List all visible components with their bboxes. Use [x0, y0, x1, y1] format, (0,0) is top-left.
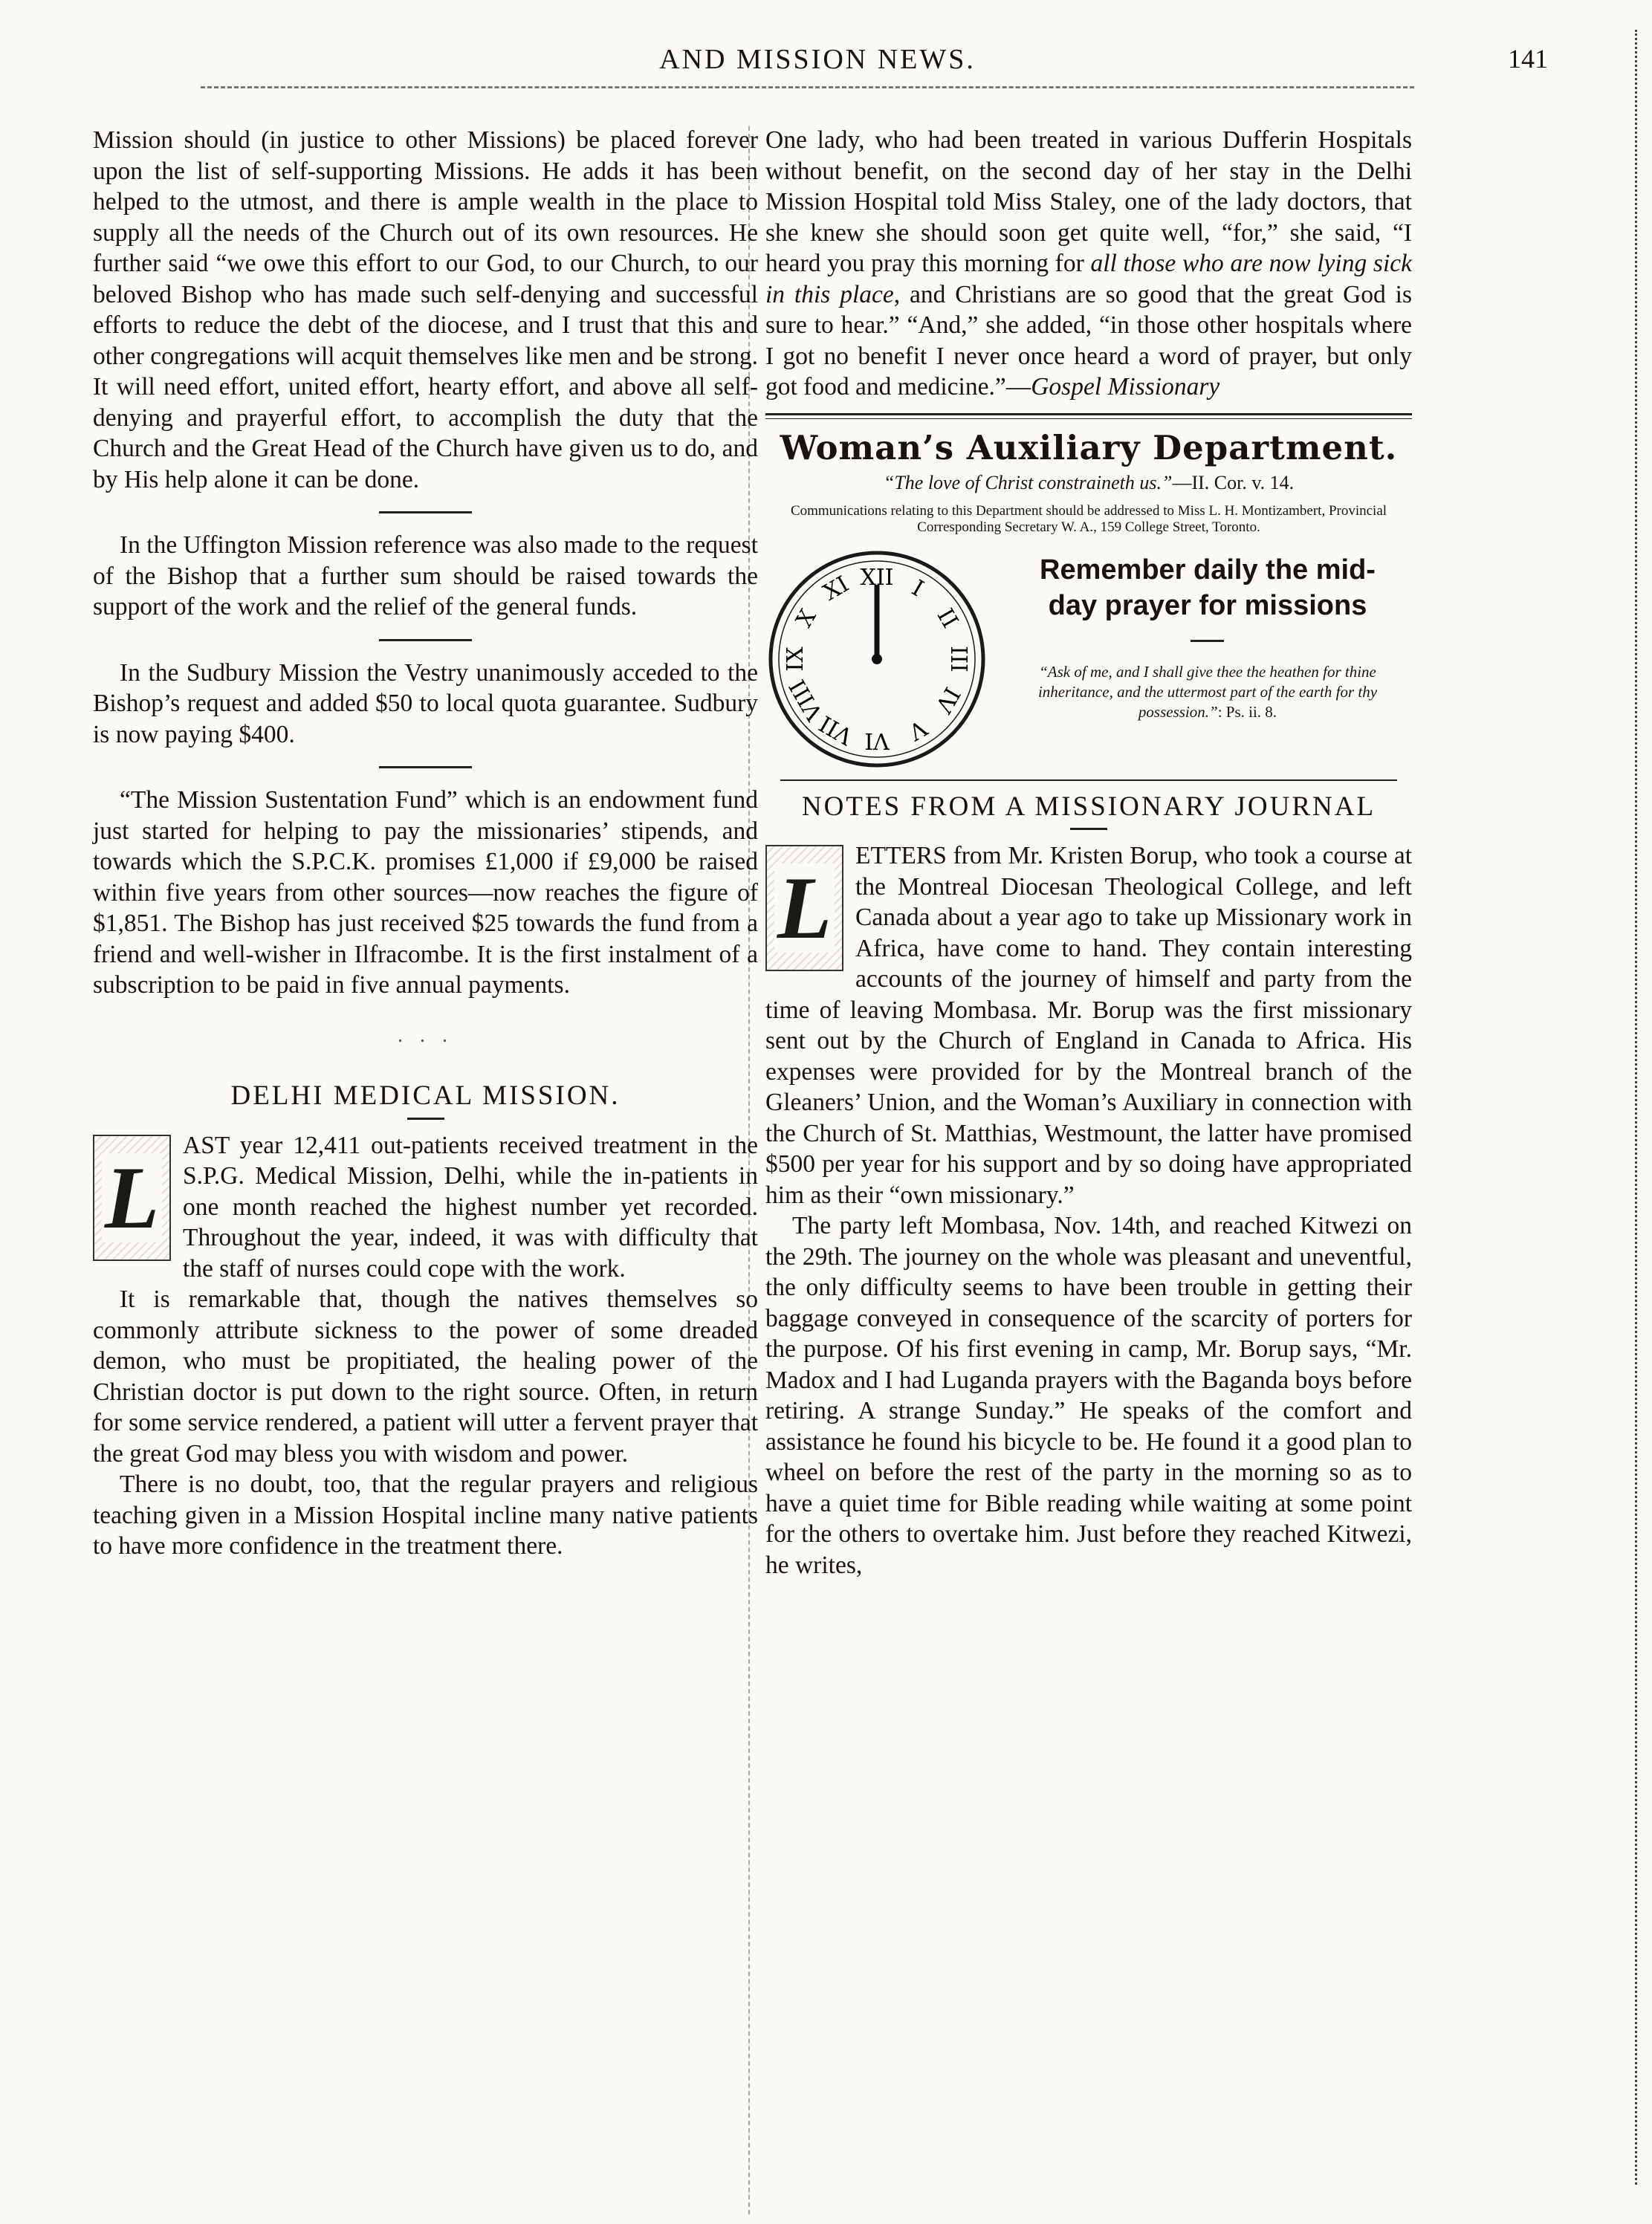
header-rule	[201, 86, 1414, 88]
paragraph: Mission should (in justice to other Missions) be placed forever upon the list of self-supporting Missions. He adds it has been helped to the utmost, and there is ample wealth in the place to supply all the needs of the Church out of its own resources. He further said “we owe this effort to our God, to our Church, to our beloved Bishop who has made such self-denying and successful efforts to reduce the debt of the diocese, and I trust that this and other congregations will acquit themselves like men and be strong. It will need effort, united effort, hearty effort, and above all self-denying and prayerful effort, to accomplish the duty that the Church and the Great Head of the Church have given us to do, and by His help alone it can be done.	[93, 126, 758, 493]
clock-numeral: X	[791, 604, 822, 632]
clock-icon	[765, 548, 988, 771]
paragraph: It is remarkable that, though the natives themselves so commonly attribute sickness to the power of some dreaded demon, who must be propitiated, the healing power of the Christian doctor is put down to the right source. Often, in return for some service rendered, a patient will utter a fervent prayer that the great God may bless you with wisdom and power.	[93, 1286, 758, 1468]
paragraph: “The Mission Sustentation Fund” which is an endowment fund just started for helping to pay the missionaries’ stipends, and towards which the S.P.C.K. promises £1,000 if £9,000 be raised within five years from other sources—now reaches the figure of $1,851. The Bishop has just received $25 towards the fund from a friend and well-wisher in Ilfracombe. It is the first instalment of a subscription to be paid in five annual payments.	[93, 786, 758, 999]
paragraph: In the Uffington Mission reference was also made to the request of the Bishop that a further sum should be raised towards the support of the work and the relief of the general funds.	[93, 531, 758, 620]
psalm-quote: “Ask of me, and I shall give thee the heathen for thine inheritance, and the uttermost part of the earth for thy possession.”: Ps. ii. 8.	[1037, 662, 1378, 721]
title-rule	[407, 1118, 444, 1120]
department-motto: “The love of Christ constraineth us.”—II. Cor. v. 14.	[883, 472, 1295, 493]
paragraph: One lady, who had been treated in various Dufferin Hospitals without benefit, on the second day of her stay in the Delhi Mission Hospital told Miss Staley, one of the lady doctors, that she knew she should soon get quite well, “for,” she said, “I heard you pray this morning for all those who are now lying sick in this place, and Christians are so good that the great God is sure to hear.” “And,” she added, “in those other hospitals where I got no benefit I never once heard a word of prayer, but only got food and medicine.”—Gospel Missionary	[765, 126, 1412, 401]
right-column	[765, 125, 1412, 1581]
delhi-section-title: DELHI MEDICAL MISSION.	[230, 1080, 621, 1111]
notes-section-title: NOTES FROM A MISSIONARY JOURNAL	[801, 791, 1376, 822]
left-column	[93, 125, 758, 1562]
running-head: AND MISSION NEWS.	[659, 44, 976, 75]
dropcap-paragraph: L ETTERS from Mr. Kristen Borup, who took a course at the Montreal Diocesan Theological College, and left Canada about a year ago to take up Missionary work in Africa, have come to hand. They contain interesting accounts of the journey of himself and party from the time of leaving Mombasa. Mr. Borup was the first missionary sent out by the Church of England in Canada to Africa. His expenses were provided for by the Montreal branch of the Gleaners’ Union, and the Woman’s Auxiliary in connection with the Church of St. Matthias, Westmount, the latter have promised $500 per year for his support and by so doing have appropriated him as their “own missionary.”	[765, 842, 1412, 1209]
section-divider	[379, 511, 472, 513]
clock-numeral: II	[931, 603, 963, 632]
clock-numeral: XII	[860, 564, 894, 591]
paragraph: In the Sudbury Mission the Vestry unanimously acceded to the Bishop’s request and added $50 to local quota guarantee. Sudbury is now paying $400.	[93, 658, 758, 748]
clock-numeral: VII	[814, 709, 858, 749]
paragraph: There is no doubt, too, that the regular prayers and religious teaching given in a Mission Hospital incline many native patients to have more confidence in the treatment there.	[93, 1471, 758, 1560]
clock-numeral: IX	[783, 646, 809, 672]
dropcap-paragraph: L AST year 12,411 out-patients received treatment in the S.P.G. Medical Mission, Delhi, while the in-patients in one month reached the highest number yet recorded. Throughout the year, indeed, it was with difficulty that the staff of nurses could cope with the work.	[93, 1130, 758, 1285]
clock-numeral: V	[904, 713, 931, 745]
paragraph: The party left Mombasa, Nov. 14th, and reached Kitwezi on the 29th. The journey on the whole was pleasant and uneventful, the only difficulty seems to have been trouble in getting their baggage conveyed in consequence of the scarcity of porters for the purpose. Of his first evening in camp, Mr. Borup says, “Mr. Madox and I had Luganda prayers with the Baganda boys before retiring. A strange Sunday.” He speaks of the comfort and assistance he found his bicycle to be. He found it a good plan to wheel on before the rest of the party in the morning so as to have a quiet time for Bible reading while waiting at some point for the others to overtake him. Just before they reached Kitwezi, he writes,	[765, 1212, 1412, 1579]
section-divider	[379, 766, 472, 768]
clock-numeral: VI	[864, 727, 890, 753]
prayer-rule	[1191, 640, 1224, 642]
clock-numeral: I	[907, 574, 928, 602]
page-edge	[1635, 30, 1637, 2185]
ornament-dots: . . .	[398, 1023, 453, 1047]
title-rule	[1070, 828, 1107, 830]
section-divider	[379, 639, 472, 641]
ornamental-initial: L	[93, 1135, 171, 1261]
prayer-reminder: Remember daily the mid- day prayer for missions	[1040, 554, 1376, 621]
department-title: Woman’s Auxiliary Department.	[780, 427, 1398, 467]
noon-prayer-block	[765, 543, 1412, 766]
clock-numeral: IV	[930, 681, 965, 717]
clock-numeral: III	[945, 645, 971, 672]
page-header	[0, 43, 1652, 95]
section-divider	[780, 779, 1397, 781]
ornamental-initial: L	[765, 845, 843, 971]
department-rule	[765, 413, 1412, 419]
page-number: 141	[1508, 44, 1548, 74]
department-note: Communications relating to this Department should be addressed to Miss L. H. Montizambert, Provincial Corresponding Secretary W. A., 159 College Street, Toronto.	[790, 502, 1387, 535]
clock-numeral: XI	[819, 571, 854, 606]
clock-numeral: VIII	[784, 674, 829, 724]
